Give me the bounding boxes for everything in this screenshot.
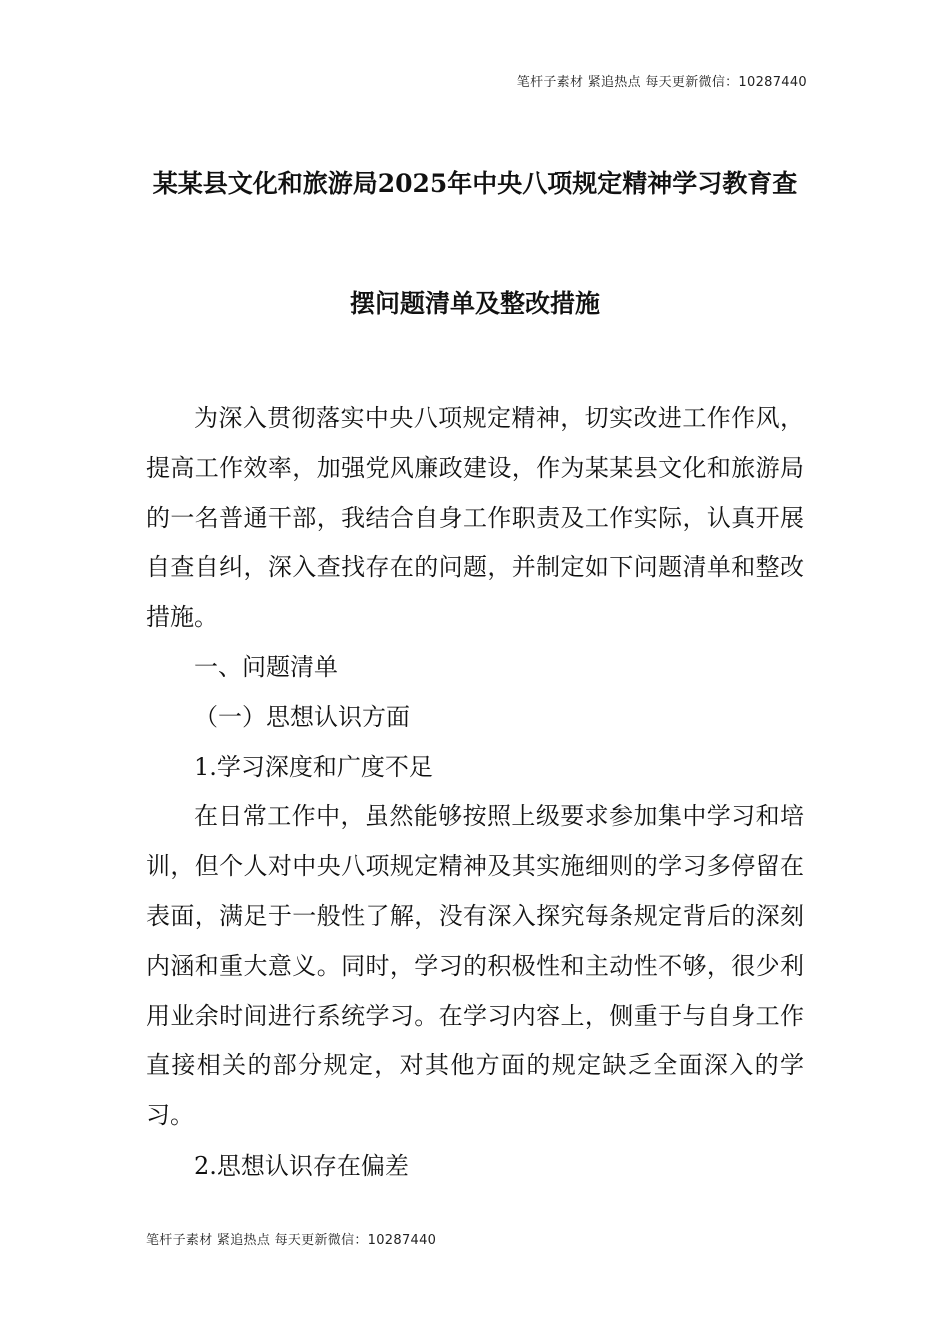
item-paragraph-1: 在日常工作中，虽然能够按照上级要求参加集中学习和培训，但个人对中央八项规定精神及其实施细则的学习多停留在表面，满足于一般性了解，没有深入探究每条规定背后的深刻内涵和重大意义。同时，学习的积极性和主动性不够，很少利用业余时间进行系统学习。在学习内容上，侧重于与自身工作直接相关的部分规定，对其他方面的规定缺乏全面深入的学习。	[146, 802, 804, 1130]
item-heading-1: 1.学习深度和广度不足	[194, 752, 433, 781]
document-title-line-1: 某某县文化和旅游局2025年中央八项规定精神学习教育查	[152, 169, 798, 198]
header-note: 笔杆子素材 紧追热点 每天更新微信：10287440	[516, 75, 807, 90]
intro-paragraph: 为深入贯彻落实中央八项规定精神，切实改进工作作风，提高工作效率，加强党风廉政建设，作为某某县文化和旅游局的一名普通干部，我结合自身工作职责及工作实际，认真开展自查自纠，深入查找存在的问题，并制定如下问题清单和整改措施。	[146, 404, 804, 632]
item-heading-2: 2.思想认识存在偏差	[194, 1151, 409, 1180]
document-body	[146, 394, 804, 1192]
subsection-heading-thinking: （一）思想认识方面	[194, 702, 410, 731]
footer-note: 笔杆子素材 紧追热点 每天更新微信：10287440	[146, 1233, 437, 1248]
document-title-line-2: 摆问题清单及整改措施	[349, 289, 600, 318]
section-heading-problem-list: 一、问题清单	[194, 652, 338, 681]
